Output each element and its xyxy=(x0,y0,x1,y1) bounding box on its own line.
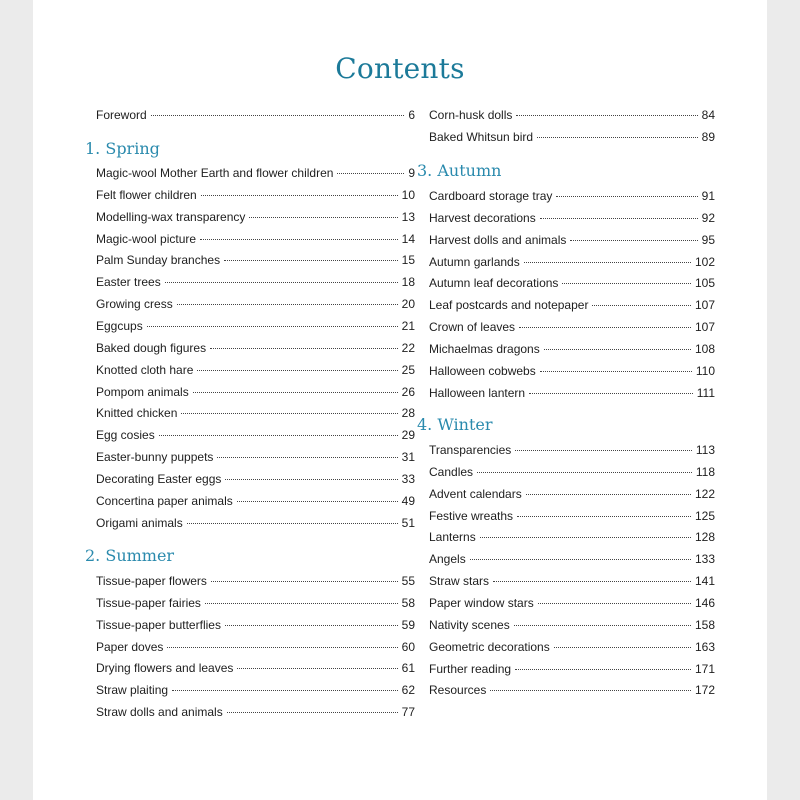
entry-page-number: 125 xyxy=(694,508,715,523)
dot-leader xyxy=(493,581,691,582)
toc-entry xyxy=(96,661,415,681)
toc-entry xyxy=(96,406,415,426)
toc-entry xyxy=(96,705,415,725)
toc-entry xyxy=(96,297,415,317)
entry-title: Nativity scenes xyxy=(429,617,510,632)
entry-page-number: 141 xyxy=(694,574,715,589)
toc-entry xyxy=(96,108,415,128)
entry-title: Knitted chicken xyxy=(96,406,178,421)
toc-entry xyxy=(96,494,415,514)
entry-page-number: 9 xyxy=(408,166,415,180)
dot-leader xyxy=(147,326,398,327)
entry-title: Leaf postcards and notepaper xyxy=(429,298,589,313)
dot-leader xyxy=(211,581,398,582)
entry-page-number: 10 xyxy=(401,187,415,202)
toc-entry xyxy=(96,253,415,273)
dot-leader xyxy=(151,115,405,116)
dot-leader xyxy=(237,501,398,502)
entry-title: Halloween lantern xyxy=(429,385,526,400)
dot-leader xyxy=(517,516,691,517)
dot-leader xyxy=(524,262,691,263)
entry-title: Easter-bunny puppets xyxy=(96,450,214,465)
toc-entry xyxy=(96,210,415,230)
book-page xyxy=(33,0,767,800)
entry-title: Baked Whitsun bird xyxy=(429,129,534,144)
section-heading-autumn: 3. Autumn xyxy=(417,161,502,180)
entry-title: Festive wreaths xyxy=(429,508,514,523)
entry-title: Origami animals xyxy=(96,515,183,530)
entry-page-number: 111 xyxy=(696,385,715,400)
page-title: Contents xyxy=(335,52,465,85)
dot-leader xyxy=(526,494,691,495)
entry-page-number: 163 xyxy=(694,639,715,654)
entry-title: Knotted cloth hare xyxy=(96,362,194,377)
entry-page-number: 118 xyxy=(695,464,715,479)
toc-entry xyxy=(429,342,715,362)
entry-title: Easter trees xyxy=(96,275,161,290)
dot-leader xyxy=(200,239,398,240)
dot-leader xyxy=(225,625,398,626)
entry-title: Advent calendars xyxy=(429,486,522,501)
entry-title: Corn-husk dolls xyxy=(429,108,513,122)
entry-title: Paper window stars xyxy=(429,595,534,610)
entry-title: Lanterns xyxy=(429,530,476,545)
toc-entry xyxy=(96,363,415,383)
entry-page-number: 20 xyxy=(401,297,415,312)
entry-title: Straw dolls and animals xyxy=(96,705,223,720)
toc-entry xyxy=(429,211,715,231)
entry-title: Halloween cobwebs xyxy=(429,363,536,378)
entry-page-number: 84 xyxy=(701,108,715,122)
entry-page-number: 51 xyxy=(401,515,415,530)
toc-entry xyxy=(429,662,715,682)
dot-leader xyxy=(537,137,698,138)
entry-page-number: 107 xyxy=(694,320,715,335)
entry-title: Growing cress xyxy=(96,297,173,312)
dot-leader xyxy=(592,305,691,306)
entry-title: Further reading xyxy=(429,661,512,676)
dot-leader xyxy=(540,218,698,219)
dot-leader xyxy=(187,523,398,524)
dot-leader xyxy=(554,647,691,648)
entry-title: Eggcups xyxy=(96,318,143,333)
toc-entry xyxy=(429,276,715,296)
entry-page-number: 15 xyxy=(401,253,415,268)
toc-entry xyxy=(96,275,415,295)
entry-title: Geometric decorations xyxy=(429,639,550,654)
toc-entry xyxy=(96,640,415,660)
dot-leader xyxy=(172,690,398,691)
dot-leader xyxy=(570,240,697,241)
toc-entry xyxy=(429,465,715,485)
entry-title: Crown of leaves xyxy=(429,320,516,335)
toc-entry xyxy=(429,298,715,318)
toc-entry xyxy=(429,255,715,275)
dot-leader xyxy=(538,603,691,604)
dot-leader xyxy=(477,472,692,473)
entry-title: Straw plaiting xyxy=(96,683,169,698)
entry-page-number: 6 xyxy=(408,108,415,122)
entry-page-number: 21 xyxy=(401,318,415,333)
dot-leader xyxy=(337,173,404,174)
dot-leader xyxy=(562,283,691,284)
entry-title: Autumn leaf decorations xyxy=(429,276,559,291)
dot-leader xyxy=(480,537,691,538)
dot-leader xyxy=(529,393,693,394)
dot-leader xyxy=(556,196,697,197)
entry-page-number: 59 xyxy=(401,617,415,632)
toc-entry xyxy=(96,166,415,186)
toc-entry xyxy=(429,130,715,150)
entry-page-number: 22 xyxy=(401,340,415,355)
toc-entry xyxy=(429,683,715,703)
toc-entry xyxy=(96,385,415,405)
entry-title: Magic-wool Mother Earth and flower children xyxy=(96,166,334,180)
entry-title: Foreword xyxy=(96,108,147,122)
dot-leader xyxy=(201,195,398,196)
toc-entry xyxy=(96,472,415,492)
dot-leader xyxy=(515,450,692,451)
toc-entry xyxy=(429,233,715,253)
dot-leader xyxy=(181,413,397,414)
entry-page-number: 95 xyxy=(701,232,715,247)
dot-leader xyxy=(159,435,398,436)
entry-page-number: 13 xyxy=(401,209,415,224)
dot-leader xyxy=(217,457,397,458)
toc-entry xyxy=(429,596,715,616)
entry-title: Tissue-paper fairies xyxy=(96,595,201,610)
entry-page-number: 107 xyxy=(694,298,715,313)
entry-page-number: 171 xyxy=(694,661,715,676)
entry-page-number: 113 xyxy=(695,443,715,457)
entry-page-number: 62 xyxy=(401,683,415,698)
entry-page-number: 92 xyxy=(701,210,715,225)
section-heading-winter: 4. Winter xyxy=(417,415,493,434)
entry-title: Angels xyxy=(429,552,466,567)
dot-leader xyxy=(167,647,397,648)
entry-page-number: 108 xyxy=(694,341,715,356)
toc-entry xyxy=(96,618,415,638)
dot-leader xyxy=(224,260,398,261)
entry-title: Decorating Easter eggs xyxy=(96,471,222,486)
entry-page-number: 28 xyxy=(401,406,415,421)
dot-leader xyxy=(514,625,691,626)
entry-page-number: 31 xyxy=(401,450,415,465)
dot-leader xyxy=(515,669,691,670)
toc-entry xyxy=(96,232,415,252)
entry-title: Egg cosies xyxy=(96,428,155,443)
toc-entry xyxy=(429,443,715,463)
entry-page-number: 26 xyxy=(401,384,415,399)
toc-entry xyxy=(429,320,715,340)
entry-title: Transparencies xyxy=(429,443,512,457)
entry-title: Candles xyxy=(429,464,474,479)
entry-title: Concertina paper animals xyxy=(96,493,233,508)
entry-title: Modelling-wax transparency xyxy=(96,209,246,224)
toc-entry xyxy=(96,319,415,339)
entry-page-number: 77 xyxy=(401,705,415,720)
entry-page-number: 172 xyxy=(694,683,715,698)
entry-title: Cardboard storage tray xyxy=(429,189,553,203)
entry-page-number: 60 xyxy=(401,639,415,654)
entry-page-number: 61 xyxy=(401,661,415,676)
dot-leader xyxy=(237,668,397,669)
entry-title: Felt flower children xyxy=(96,187,197,202)
dot-leader xyxy=(193,392,398,393)
dot-leader xyxy=(225,479,397,480)
dot-leader xyxy=(490,690,691,691)
entry-page-number: 89 xyxy=(701,129,715,144)
entry-page-number: 91 xyxy=(701,189,715,203)
toc-entry xyxy=(96,188,415,208)
dot-leader xyxy=(227,712,398,713)
entry-page-number: 33 xyxy=(401,471,415,486)
dot-leader xyxy=(197,370,397,371)
toc-entry xyxy=(96,428,415,448)
toc-entry xyxy=(429,386,715,406)
entry-title: Tissue-paper flowers xyxy=(96,574,207,588)
toc-entry xyxy=(429,487,715,507)
dot-leader xyxy=(249,217,397,218)
toc-entry xyxy=(96,596,415,616)
toc-entry xyxy=(96,574,415,594)
entry-page-number: 133 xyxy=(694,552,715,567)
entry-title: Drying flowers and leaves xyxy=(96,661,234,676)
entry-title: Autumn garlands xyxy=(429,254,520,269)
entry-page-number: 128 xyxy=(694,530,715,545)
entry-title: Paper doves xyxy=(96,639,164,654)
toc-entry xyxy=(429,574,715,594)
entry-page-number: 58 xyxy=(401,595,415,610)
entry-page-number: 158 xyxy=(694,617,715,632)
toc-entry xyxy=(96,683,415,703)
dot-leader xyxy=(210,348,398,349)
toc-entry xyxy=(429,640,715,660)
entry-page-number: 14 xyxy=(401,231,415,246)
toc-entry xyxy=(96,516,415,536)
dot-leader xyxy=(544,349,691,350)
toc-entry xyxy=(429,189,715,209)
entry-page-number: 29 xyxy=(401,428,415,443)
entry-page-number: 49 xyxy=(401,493,415,508)
entry-page-number: 102 xyxy=(694,254,715,269)
entry-page-number: 25 xyxy=(401,362,415,377)
entry-title: Straw stars xyxy=(429,574,490,589)
toc-entry xyxy=(429,364,715,384)
entry-page-number: 55 xyxy=(401,574,415,588)
entry-title: Baked dough figures xyxy=(96,340,207,355)
entry-title: Harvest dolls and animals xyxy=(429,232,567,247)
entry-page-number: 146 xyxy=(694,595,715,610)
entry-title: Magic-wool picture xyxy=(96,231,197,246)
dot-leader xyxy=(540,371,692,372)
entry-page-number: 105 xyxy=(694,276,715,291)
dot-leader xyxy=(470,559,691,560)
entry-title: Harvest decorations xyxy=(429,210,536,225)
entry-title: Michaelmas dragons xyxy=(429,341,540,356)
entry-title: Pompom animals xyxy=(96,384,189,399)
toc-entry xyxy=(429,618,715,638)
entry-title: Tissue-paper butterflies xyxy=(96,617,221,632)
section-heading-spring: 1. Spring xyxy=(85,139,160,158)
dot-leader xyxy=(165,282,398,283)
entry-page-number: 122 xyxy=(694,486,715,501)
entry-page-number: 18 xyxy=(401,275,415,290)
dot-leader xyxy=(177,304,398,305)
toc-entry xyxy=(96,450,415,470)
toc-entry xyxy=(429,552,715,572)
entry-title: Resources xyxy=(429,683,487,698)
dot-leader xyxy=(519,327,691,328)
toc-entry xyxy=(96,341,415,361)
toc-entry xyxy=(429,509,715,529)
section-heading-summer: 2. Summer xyxy=(85,546,175,565)
toc-entry xyxy=(429,530,715,550)
dot-leader xyxy=(516,115,697,116)
dot-leader xyxy=(205,603,398,604)
toc-entry xyxy=(429,108,715,128)
entry-page-number: 110 xyxy=(695,363,715,378)
entry-title: Palm Sunday branches xyxy=(96,253,221,268)
